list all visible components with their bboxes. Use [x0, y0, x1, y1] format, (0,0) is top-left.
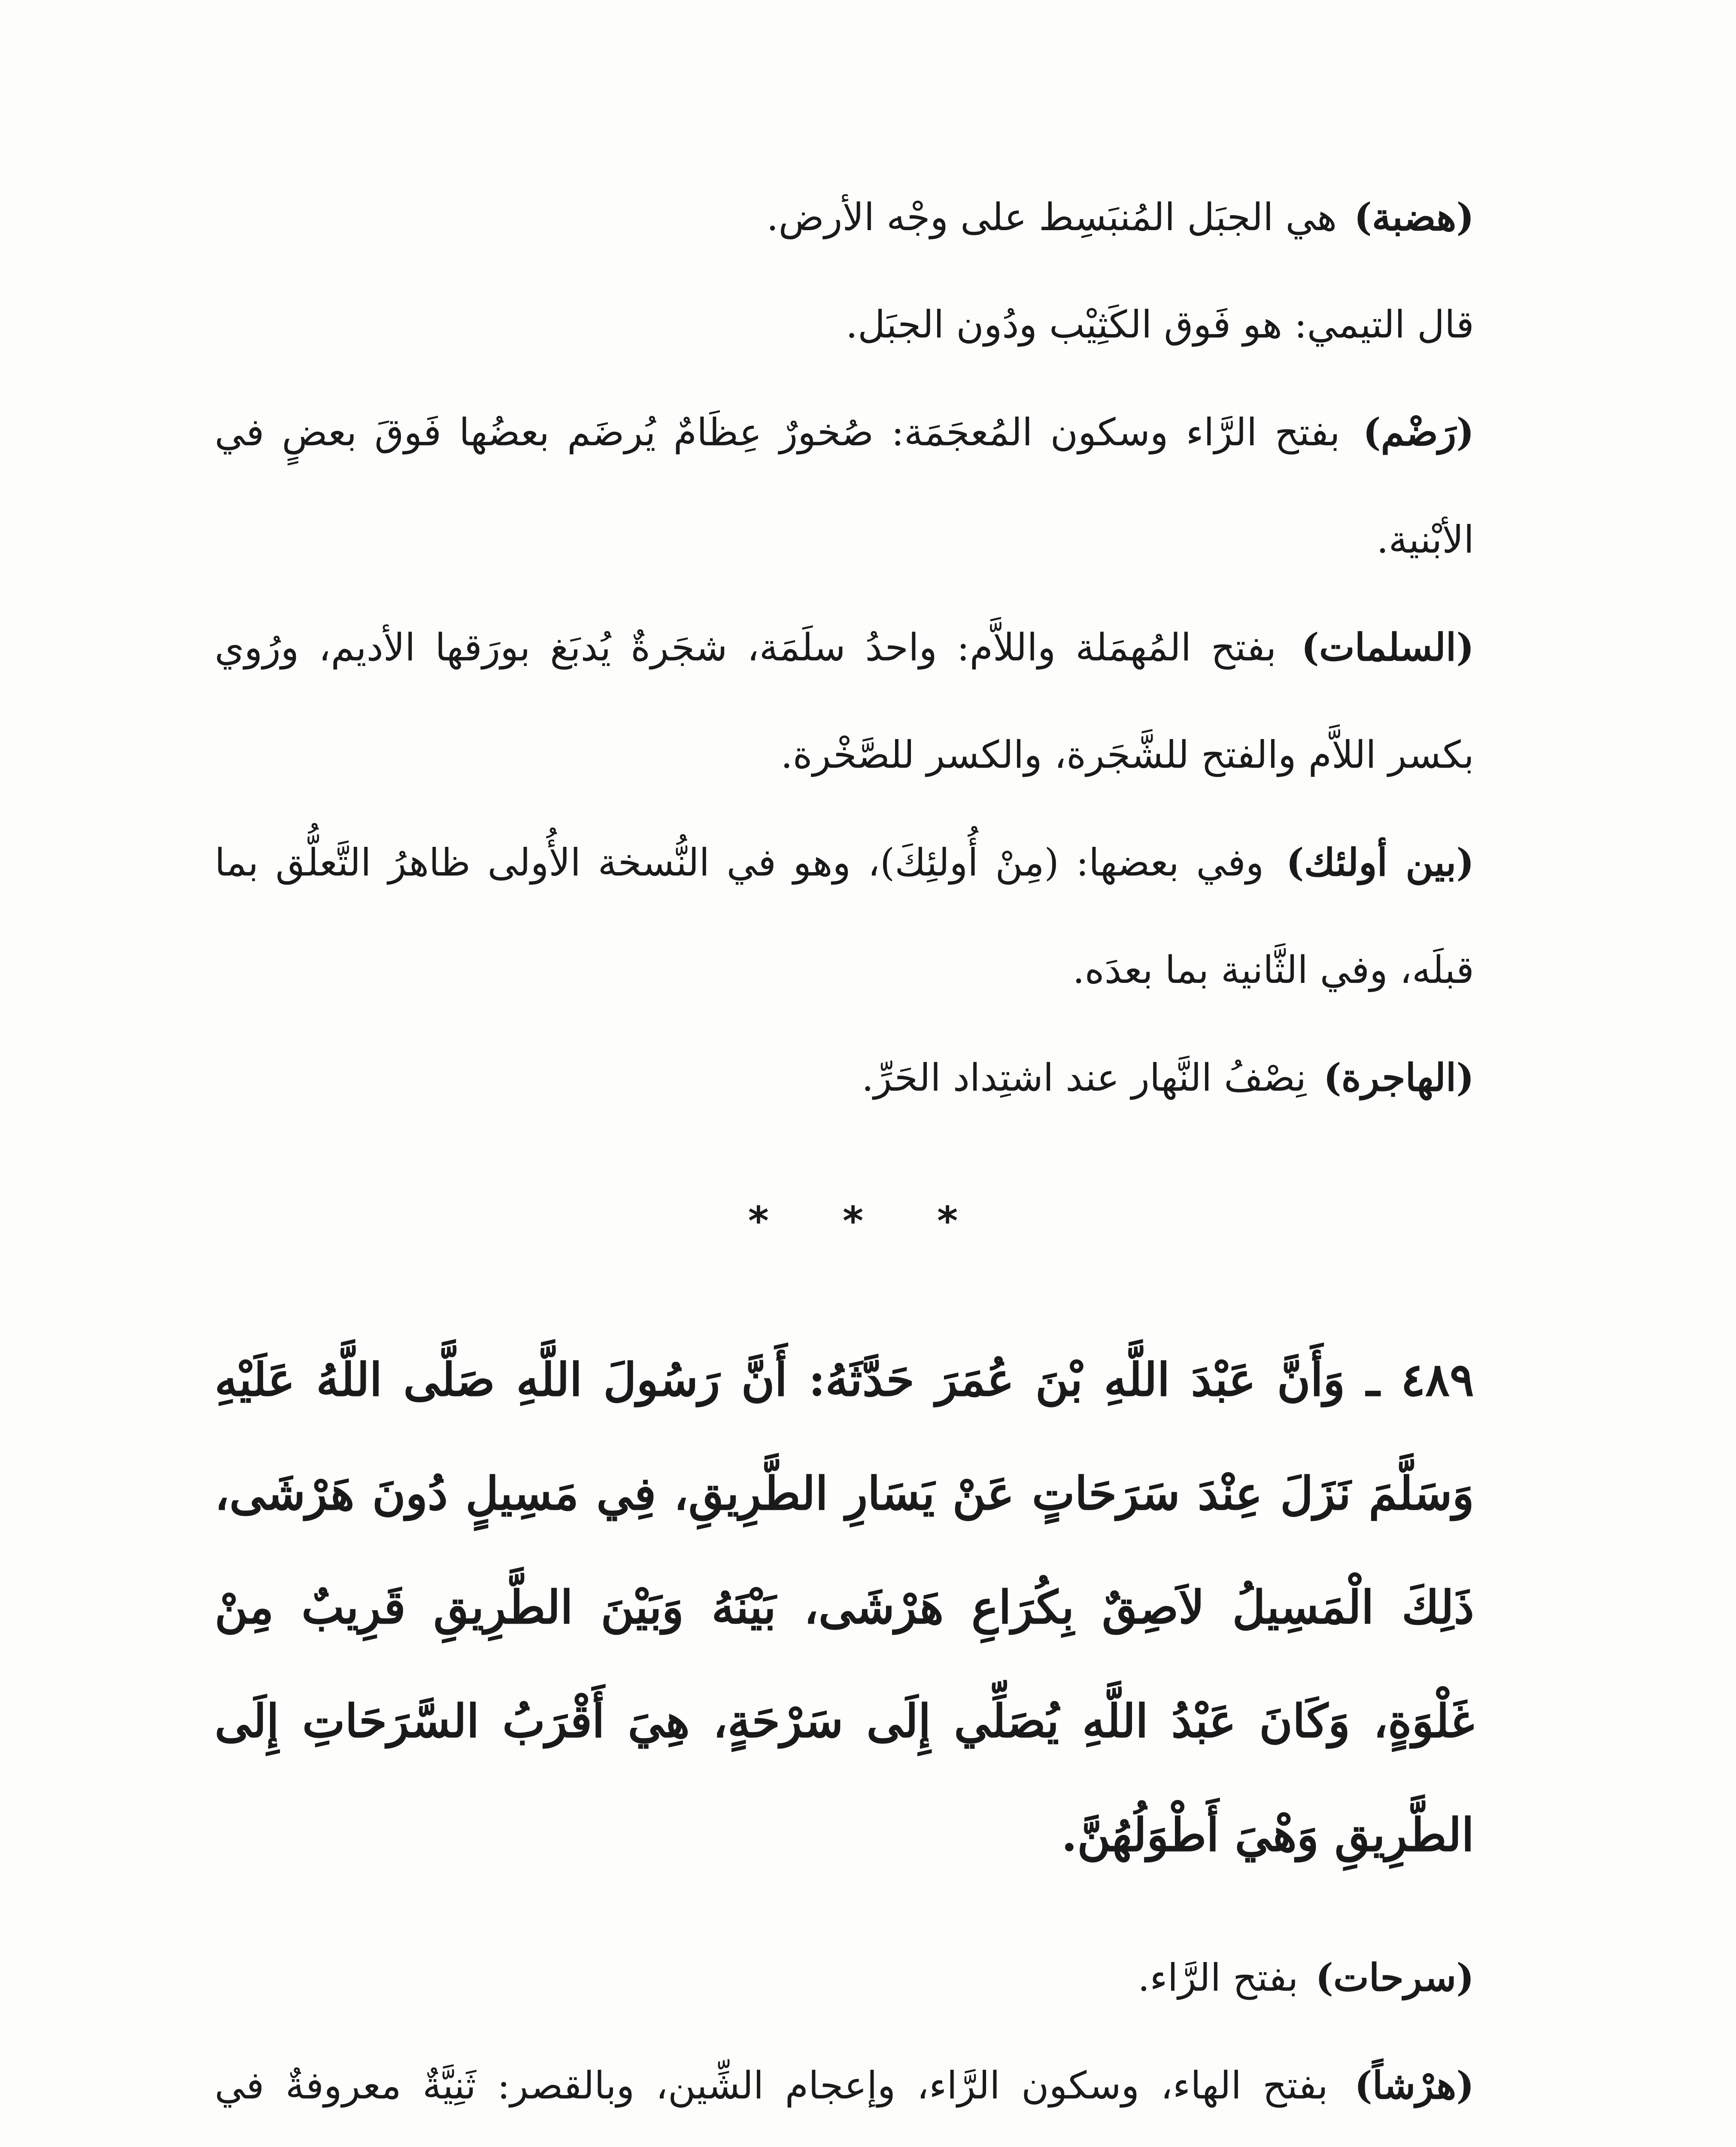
entry-harsha — [215, 2031, 1474, 2147]
entry-text: بفتح الرَّاء وسكون المُعجَمَة: صُخورٌ عِظَامٌ يُرضَم بعضُها فَوقَ بعضٍ في الأبْنية. — [215, 410, 1474, 562]
hadith-block — [215, 1323, 1474, 1892]
entry-hadba — [215, 163, 1474, 271]
entry-term: (سرحات) — [1315, 1955, 1474, 2000]
entry-text: بفتح المُهمَلة واللاَّم: واحدُ سلَمَة، شجَرةٌ يُدبَغ بورَقها الأديم، ورُوي بكسر اللاَّم والفتح للشَّجَرة، والكسر للصَّخْرة. — [215, 625, 1474, 777]
entry-term: (السلمات) — [1301, 625, 1474, 669]
entry-text: قال التيمي: هو فَوق الكَثِيْب ودُون الجبَل. — [846, 302, 1474, 347]
entry-text: وفي بعضها: (مِنْ أُولئِكَ)، وهو في النُّسخة الأُولى ظاهرُ التَّعلُّق بما قبلَه، وفي الثَّانية بما بعدَه. — [215, 840, 1474, 992]
entry-salamat — [215, 593, 1474, 809]
entry-term: (هرْشاً) — [1354, 2063, 1474, 2107]
entry-term: (هضبة) — [1354, 195, 1474, 239]
entry-radm — [215, 378, 1474, 593]
entry-taymi — [215, 271, 1474, 378]
commentary-bottom — [215, 1924, 1474, 2147]
commentary-top — [215, 163, 1474, 1131]
entry-hajira — [215, 1024, 1474, 1131]
entry-term: (بين أولئك) — [1286, 840, 1475, 885]
entry-text: بفتح الهاء، وسكون الرَّاء، وإعجام الشِّين، وبالقصر: ثَنِيَّةٌ معروفةٌ في — [215, 2063, 1328, 2107]
entry-text: نِصْفُ النَّهار عند اشتِداد الحَرِّ. — [862, 1055, 1307, 1100]
entry-bayna-ulaika — [215, 809, 1474, 1024]
entry-term: (الهاجرة) — [1323, 1055, 1474, 1100]
entry-text: بفتح الرَّاء. — [1138, 1955, 1299, 2000]
section-separator: * * * — [748, 1198, 988, 1244]
entry-text: هي الجبَل المُنبَسِط على وجْه الأرض. — [766, 195, 1337, 239]
hadith-text: ٤٨٩ ـ وَأَنَّ عَبْدَ اللَّهِ بْنَ عُمَرَ حَدَّثَهُ: أَنَّ رَسُولَ اللَّهِ صَلَّى اللَّهُ عَلَيْهِ وَسَلَّمَ نَزَلَ عِنْدَ سَرَحَاتٍ عَنْ يَسَارِ الطَّرِيقِ، فِي مَسِيلٍ دُونَ هَرْشَى، ذَلِكَ الْمَسِيلُ لاَصِقٌ بِكُرَاعِ هَرْشَى، بَيْنَهُ وَبَيْنَ الطَّرِيقِ قَرِيبٌ مِنْ غَلْوَةٍ، وَكَانَ عَبْدُ اللَّهِ يُصَلِّي إِلَى سَرْحَةٍ، هِيَ أَقْرَبُ السَّرَحَاتِ إِلَى الطَّرِيقِ وَهْيَ أَطْوَلُهُنَّ. — [215, 1353, 1474, 1861]
entry-term: (رَضْم) — [1363, 410, 1474, 454]
entry-sarahat — [215, 1924, 1474, 2031]
